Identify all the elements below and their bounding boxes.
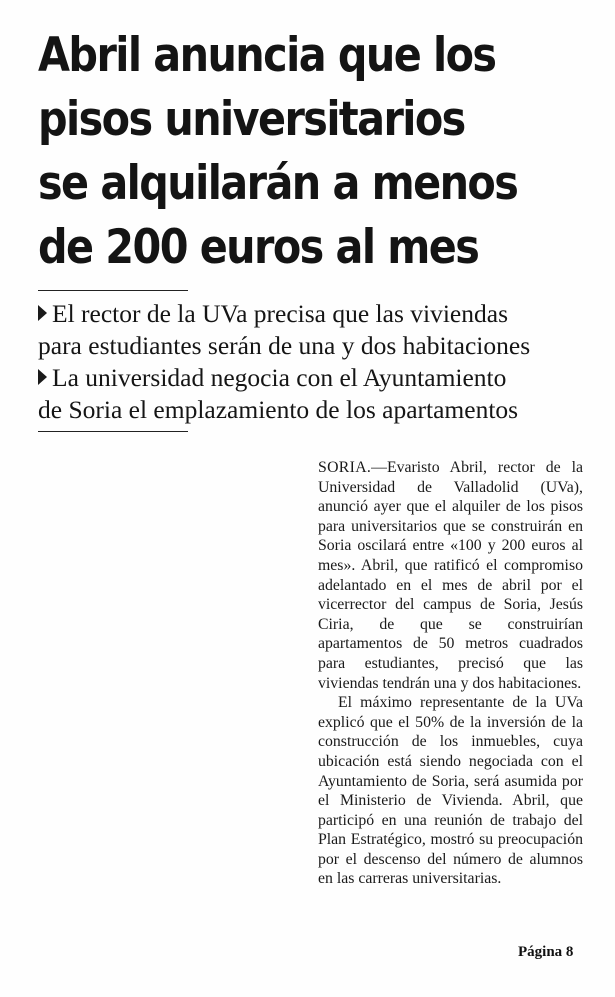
headline	[38, 24, 540, 280]
subheadline-1	[38, 298, 608, 361]
subheadline-2-line-1: La universidad negocia con el Ayuntamiento	[52, 363, 507, 392]
subheadline-1-line-1: El rector de la UVa precisa que las viviendas	[52, 299, 508, 328]
subheadline-2-line-2: de Soria el emplazamiento de los apartamentos	[38, 394, 519, 424]
bottom-divider-rule	[38, 431, 188, 432]
top-divider-rule	[38, 290, 188, 291]
triangle-right-icon	[38, 369, 47, 385]
headline-line-4: de 200 euros al mes	[38, 220, 479, 275]
subheadline-block	[38, 298, 608, 426]
article-paragraph-1-text: —Evaristo Abril, rector de la Universidad de Valladolid (UVa), anunció ayer que el alquiler de los pisos para universitarios que se construirán en Soria oscilará entre «100 y 200 euros al mes». Abril, que ratificó el compromiso adelantado en el mes de abril por el vicerrector del campus de Soria, Jesús Ciria, de que se construirían apartamentos de 50 metros cuadrados para estudiantes, precisó que las viviendas tendrán una y dos habitaciones.	[318, 459, 583, 692]
headline-line-2: pisos universitarios	[38, 92, 465, 147]
headline-line-3: se alquilarán a menos	[38, 156, 518, 211]
article-paragraph-1	[318, 458, 583, 693]
article-body	[318, 458, 583, 889]
triangle-right-icon	[38, 305, 47, 321]
page-reference: Página 8	[518, 944, 574, 960]
subheadline-1-line-2: para estudiantes serán de una y dos habitaciones	[38, 330, 531, 360]
subheadline-2	[38, 362, 608, 425]
article-paragraph-2: El máximo representante de la UVa explicó que el 50% de la inversión de la construcción de los inmuebles, cuya ubicación está siendo negociada con el Ayuntamiento de Soria, será asumida por el Ministerio de Vivienda. Abril, que participó en una reunión de trabajo del Plan Estratégico, mostró su preocupación por el descenso del número de alumnos en las carreras universitarias.	[318, 694, 583, 888]
article-dateline: SORIA.	[318, 459, 372, 476]
headline-line-1: Abril anuncia que los	[38, 28, 496, 83]
